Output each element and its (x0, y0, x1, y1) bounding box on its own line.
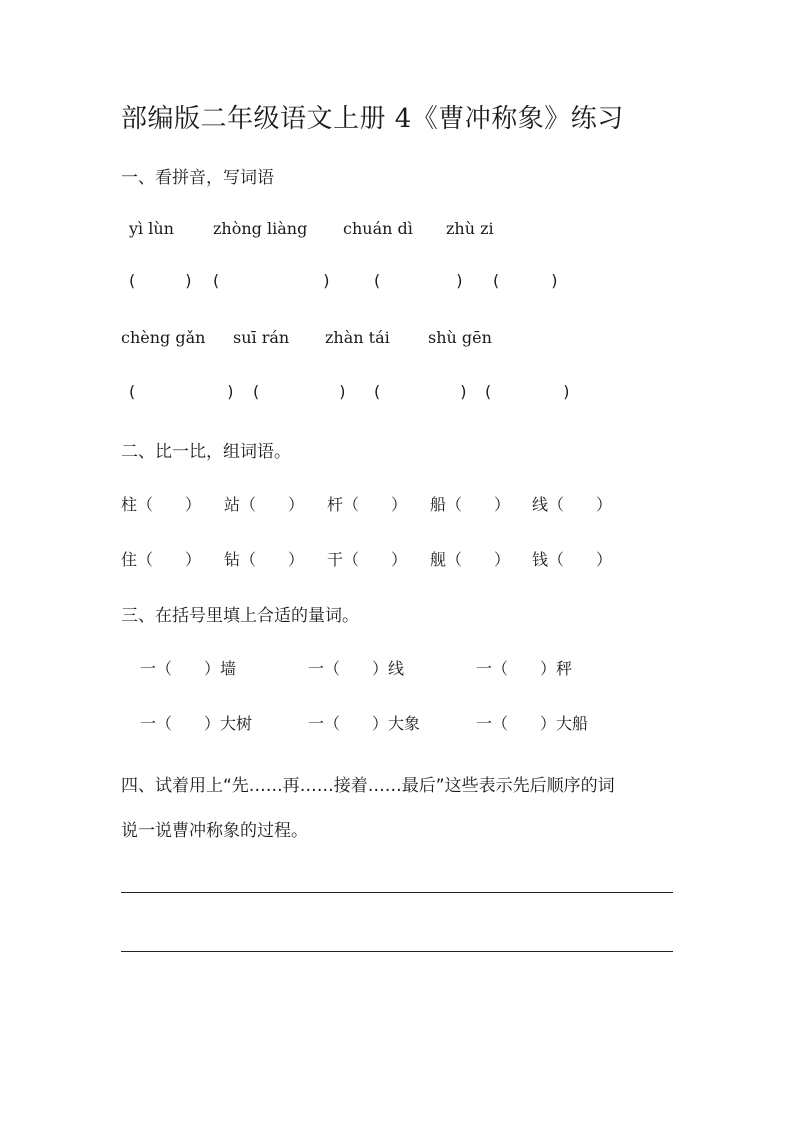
word-group-item[interactable]: 站（ ） (224, 495, 305, 514)
section-2-heading: 二、比一比，组词语。 (121, 442, 291, 462)
word-group-item[interactable]: 干（ ） (327, 550, 408, 569)
word-group-item[interactable]: 杆（ ） (327, 495, 408, 514)
pinyin-item: chèng gǎn (121, 328, 206, 347)
measure-word-item[interactable]: 一（ ）大树 (140, 714, 253, 733)
word-group-item[interactable]: 钻（ ） (224, 550, 305, 569)
measure-word-item[interactable]: 一（ ）线 (308, 659, 405, 678)
pinyin-item: zhù zi (446, 219, 494, 238)
writing-line[interactable] (121, 951, 673, 952)
answer-blank[interactable]: ( ) (374, 271, 463, 290)
word-group-item[interactable]: 船（ ） (430, 495, 511, 514)
word-group-item[interactable]: 柱（ ） (121, 495, 202, 514)
section-3-heading: 三、在括号里填上合适的量词。 (121, 606, 359, 626)
measure-word-item[interactable]: 一（ ）秤 (476, 659, 573, 678)
word-group-item[interactable]: 钱（ ） (532, 550, 613, 569)
writing-line[interactable] (121, 892, 673, 893)
answer-blank[interactable]: ( ) (129, 382, 234, 401)
word-group-item[interactable]: 住（ ） (121, 550, 202, 569)
section-4-heading: 四、试着用上“先……再……接着……最后”这些表示先后顺序的词 (121, 776, 615, 796)
measure-word-item[interactable]: 一（ ）墙 (140, 659, 237, 678)
section-1-heading: 一、看拼音，写词语 (121, 168, 274, 188)
pinyin-item: shù gēn (428, 328, 492, 347)
pinyin-item: chuán dì (343, 219, 413, 238)
section-4-heading-continued: 说一说曹冲称象的过程。 (121, 821, 308, 841)
measure-word-item[interactable]: 一（ ）大船 (476, 714, 589, 733)
answer-blank[interactable]: ( ) (129, 271, 192, 290)
word-group-item[interactable]: 线（ ） (532, 495, 613, 514)
answer-blank[interactable]: ( ) (493, 271, 558, 290)
pinyin-item: yì lùn (129, 219, 174, 238)
answer-blank[interactable]: ( ) (485, 382, 570, 401)
pinyin-item: zhòng liàng (213, 219, 308, 238)
answer-blank[interactable]: ( ) (253, 382, 346, 401)
pinyin-item: zhàn tái (325, 328, 390, 347)
answer-blank[interactable]: ( ) (374, 382, 467, 401)
pinyin-item: suī rán (233, 328, 290, 347)
answer-blank[interactable]: ( ) (213, 271, 330, 290)
measure-word-item[interactable]: 一（ ）大象 (308, 714, 421, 733)
word-group-item[interactable]: 舰（ ） (430, 550, 511, 569)
page-title: 部编版二年级语文上册 4《曹冲称象》练习 (121, 104, 624, 134)
